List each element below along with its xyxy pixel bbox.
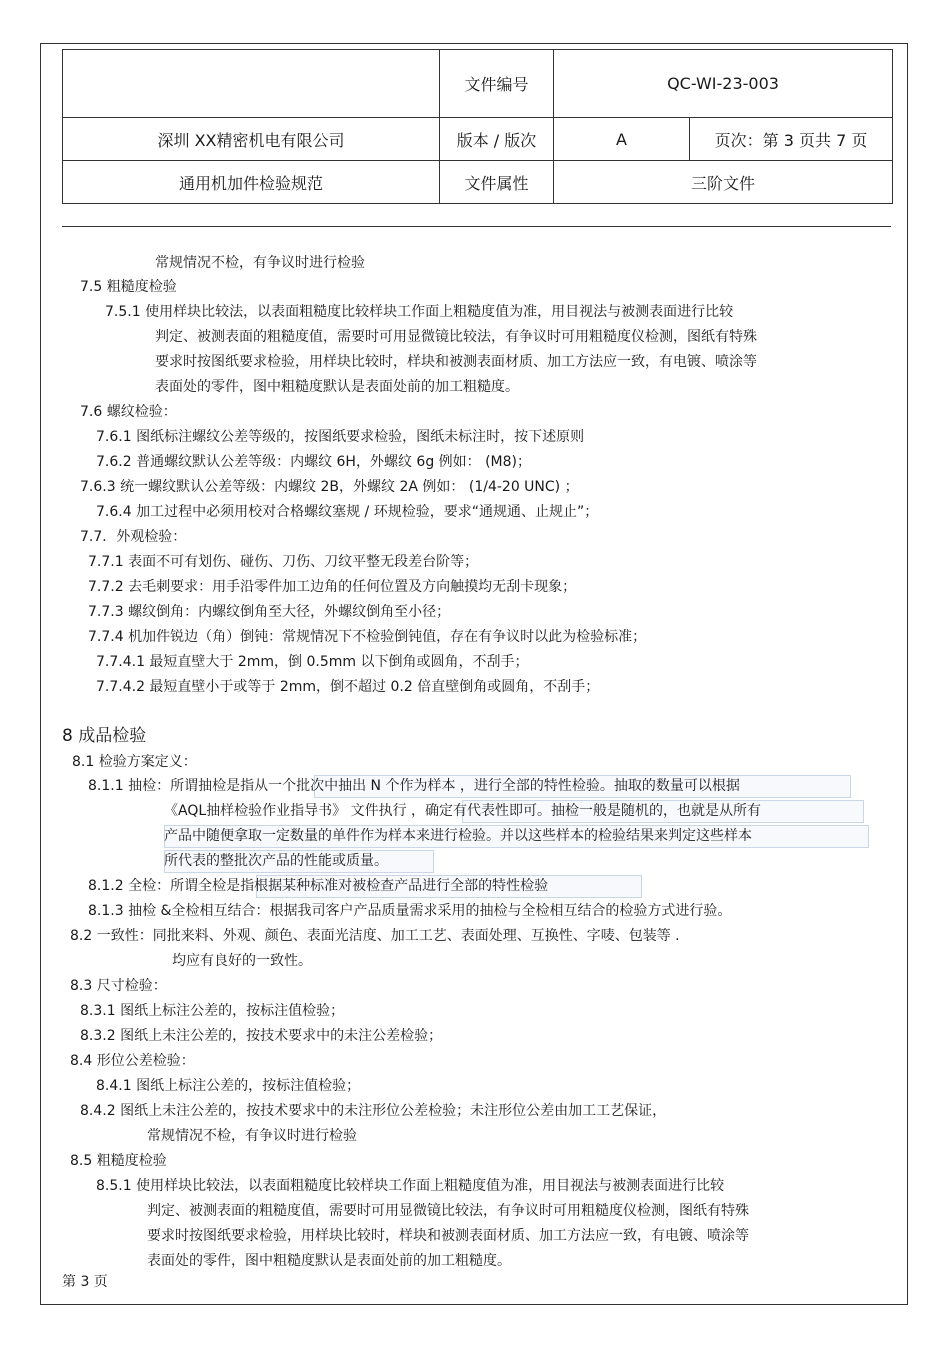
text-line: 均应有良好的一致性。 xyxy=(172,953,312,969)
text-line: 8.4.2 图纸上未注公差的，按技术要求中的未注形位公差检验；未注形位公差由加工工艺保证， xyxy=(80,1103,667,1119)
text-line: 8.4.1 图纸上标注公差的，按标注值检验； xyxy=(96,1078,361,1094)
text-line: 产品中随便拿取一定数量的单件作为样本来进行检验。并以这些样本的检验结果来判定这些样本 xyxy=(164,828,752,844)
section-heading: 7.7．外观检验： xyxy=(80,529,187,545)
section-heading: 7.5 粗糙度检验 xyxy=(80,279,177,295)
text-line: 7.6.3 统一螺纹默认公差等级：内螺纹 2B，外螺纹 2A 例如： (1/4-20 UNC) ； xyxy=(80,479,579,495)
chapter-heading: 8 成品检验 xyxy=(62,726,147,746)
text-line: 7.7.4.1 最短直壁大于 2mm，倒 0.5mm 以下倒角或圆角，不刮手； xyxy=(96,654,529,670)
text-line: 要求时按图纸要求检验，用样块比较时，样块和被测表面材质、加工方法应一致，有电镀、喷涂等 xyxy=(147,1228,749,1244)
file-number-label: 文件编号 xyxy=(440,50,554,118)
file-attribute-value: 三阶文件 xyxy=(554,161,893,204)
document-title: 通用机加件检验规范 xyxy=(63,161,440,204)
text-line: 8.1.3 抽检 &全检相互结合：根据我司客户产品质量需求采用的抽检与全检相互结合的检验方式进行验。 xyxy=(88,903,732,919)
text-line: 7.7.4.2 最短直壁小于或等于 2mm，倒不超过 0.2 倍直壁倒角或圆角，不刮手； xyxy=(96,679,600,695)
text-line: 7.7.4 机加件锐边（角）倒钝：常规情况下不检验倒钝值，存在有争议时以此为检验标准； xyxy=(88,629,647,645)
section-heading: 8.1 检验方案定义： xyxy=(72,754,197,770)
section-heading: 8.2 一致性：同批来料、外观、颜色、表面光洁度、加工工艺、表面处理、互换性、字唛、包装等 . xyxy=(70,928,680,944)
section-heading: 8.3 尺寸检验： xyxy=(70,978,167,994)
text-line: 常规情况不检，有争议时进行检验 xyxy=(155,255,365,271)
text-line: 7.7.3 螺纹倒角：内螺纹倒角至大径，外螺纹倒角至小径； xyxy=(88,604,451,620)
text-line: 《AQL抽样检验作业指导书》 文件执行 ，确定有代表性即可。抽检一般是随机的，也就是从所有 xyxy=(164,803,762,819)
text-line: 8.3.1 图纸上标注公差的，按标注值检验； xyxy=(80,1003,345,1019)
section-heading: 8.4 形位公差检验： xyxy=(70,1053,195,1069)
text-line: 7.6.1 图纸标注螺纹公差等级的，按图纸要求检验，图纸未标注时，按下述原则 xyxy=(96,429,585,445)
page-info: 页次：第 3 页共 7 页 xyxy=(690,118,893,161)
text-line: 7.6.2 普通螺纹默认公差等级：内螺纹 6H，外螺纹 6g 例如： (M8)； xyxy=(96,454,532,470)
text-line: 表面处的零件，图中粗糙度默认是表面处前的加工粗糙度。 xyxy=(155,379,519,395)
text-line: 判定、被测表面的粗糙度值，需要时可用显微镜比较法，有争议时可用粗糙度仪检测，图纸有特殊 xyxy=(147,1203,749,1219)
text-line: 要求时按图纸要求检验，用样块比较时，样块和被测表面材质、加工方法应一致，有电镀、喷涂等 xyxy=(155,354,757,370)
text-line: 7.7.2 去毛刺要求：用手沿零件加工边角的任何位置及方向触摸均无刮卡现象； xyxy=(88,579,577,595)
section-heading: 8.5 粗糙度检验 xyxy=(70,1153,167,1169)
header-rule xyxy=(62,226,891,227)
text-line: 7.7.1 表面不可有划伤、碰伤、刀伤、刀纹平整无段差台阶等； xyxy=(88,554,479,570)
text-line: 8.5.1 使用样块比较法，以表面粗糙度比较样块工作面上粗糙度值为准，用目视法与被测表面进行比较 xyxy=(96,1178,725,1194)
text-line: 8.1.2 全检：所谓全检是指根据某种标准对被检查产品进行全部的特性检验 xyxy=(88,878,549,894)
version-label: 版本 / 版次 xyxy=(440,118,554,161)
version-value: A xyxy=(554,118,690,161)
text-line: 常规情况不检，有争议时进行检验 xyxy=(147,1128,357,1144)
section-heading: 7.6 螺纹检验： xyxy=(80,404,177,420)
page-footer: 第 3 页 xyxy=(62,1274,108,1290)
text-line: 7.5.1 使用样块比较法，以表面粗糙度比较样块工作面上粗糙度值为准，用目视法与被测表面进行比较 xyxy=(105,304,734,320)
document-header-table xyxy=(62,49,893,204)
text-line: 7.6.4 加工过程中必须用校对合格螺纹塞规 / 环规检验，要求“通规通、止规止”； xyxy=(96,504,599,520)
text-line: 所代表的整批次产品的性能或质量。 xyxy=(164,853,388,869)
text-line: 8.1.1 抽检：所谓抽检是指从一个批次中抽出 N 个作为样本 ，进行全部的特性检验。抽取的数量可以根据 xyxy=(88,778,740,794)
company-name: 深圳 XX精密机电有限公司 xyxy=(63,118,440,161)
text-line: 判定、被测表面的粗糙度值，需要时可用显微镜比较法，有争议时可用粗糙度仪检测，图纸有特殊 xyxy=(155,329,757,345)
text-line: 表面处的零件，图中粗糙度默认是表面处前的加工粗糙度。 xyxy=(147,1253,511,1269)
file-attribute-label: 文件属性 xyxy=(440,161,554,204)
blank-cell xyxy=(63,50,440,118)
file-number-value: QC-WI-23-003 xyxy=(554,50,893,118)
text-line: 8.3.2 图纸上未注公差的，按技术要求中的未注公差检验； xyxy=(80,1028,443,1044)
